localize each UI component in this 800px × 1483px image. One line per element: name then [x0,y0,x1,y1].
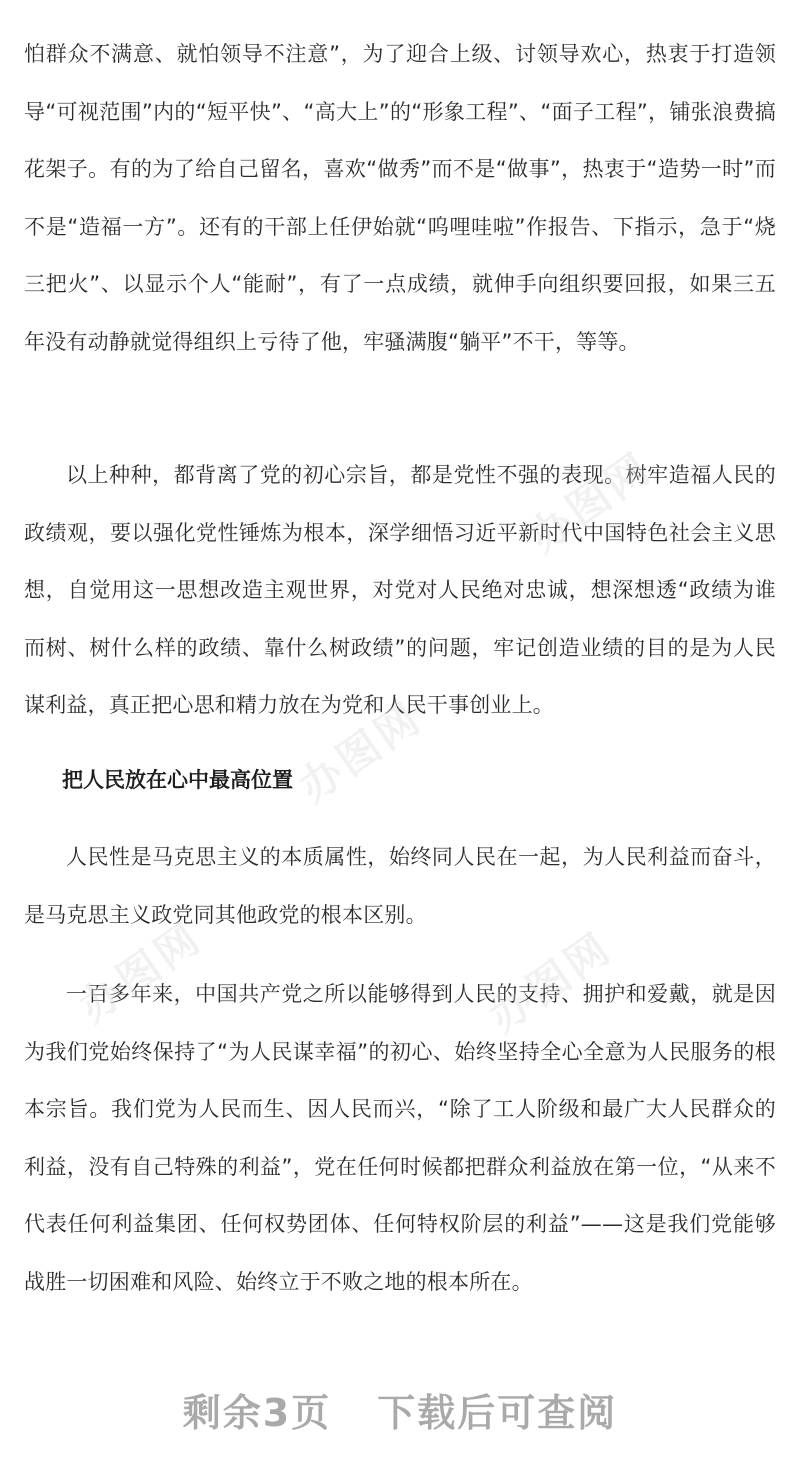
paragraph-4: 一百多年来，中国共产党之所以能够得到人民的支持、拥护和爱戴，就是因为我们党始终保持了“为人民谋幸福”的初心、始终坚持全心全意为人民服务的根本宗旨。我们党为人民而生、因人民而兴，“除了工人阶级和最广大人民群众的利益，没有自己特殊的利益”，党在任何时候都把群众利益放在第一位，“从来不代表任何利益集团、任何权势团体、任何特权阶层的利益”——这是我们党能够战胜一切困难和风险、始终立于不败之地的根本所在。 [24,982,776,1294]
download-prompt-label: 下载后可查阅 [377,1391,618,1435]
remaining-pages-label: 剩余3页 [182,1391,332,1435]
watermark: 办图网 [69,912,212,1032]
watermark: 办图网 [479,922,622,1042]
download-to-view-button[interactable] [0,1382,800,1437]
paragraph-1: 怕群众不满意、就怕领导不注意”，为了迎合上级、讨领导欢心，热衷于打造领导“可视范围”内的“短平快”、“高大上”的“形象工程”、“面子工程”，铺张浪费搞花架子。有的为了给自己留名，喜欢“做秀”而不是“做事”，热衷于“造势一时”而不是“造福一方”。还有的干部上任伊始就“呜哩哇啦”作报告、下指示，急于“烧三把火”、以显示个人“能耐”，有了一点成绩，就伸手向组织要回报，如果三五年没有动静就觉得组织上亏待了他，牢骚满腹“躺平”不干，等等。 [24,42,776,354]
paragraph-2: 以上种种，都背离了党的初心宗旨，都是党性不强的表现。树牢造福人民的政绩观，要以强化党性锤炼为根本，深学细悟习近平新时代中国特色社会主义思想，自觉用这一思想改造主观世界，对党对人民绝对忠诚，想深想透“政绩为谁而树、树什么样的政绩、靠什么树政绩”的问题，牢记创造业绩的目的是为人民谋利益，真正把心思和精力放在为党和人民干事创业上。 [24,463,776,717]
watermark: 办图网 [289,692,432,812]
section-heading: 把人民放在心中最高位置 [62,768,293,792]
paragraph-3: 人民性是马克思主义的本质属性，始终同人民在一起，为人民利益而奋斗，是马克思主义政党同其他政党的根本区别。 [24,845,776,927]
watermark: 办图网 [519,442,662,562]
